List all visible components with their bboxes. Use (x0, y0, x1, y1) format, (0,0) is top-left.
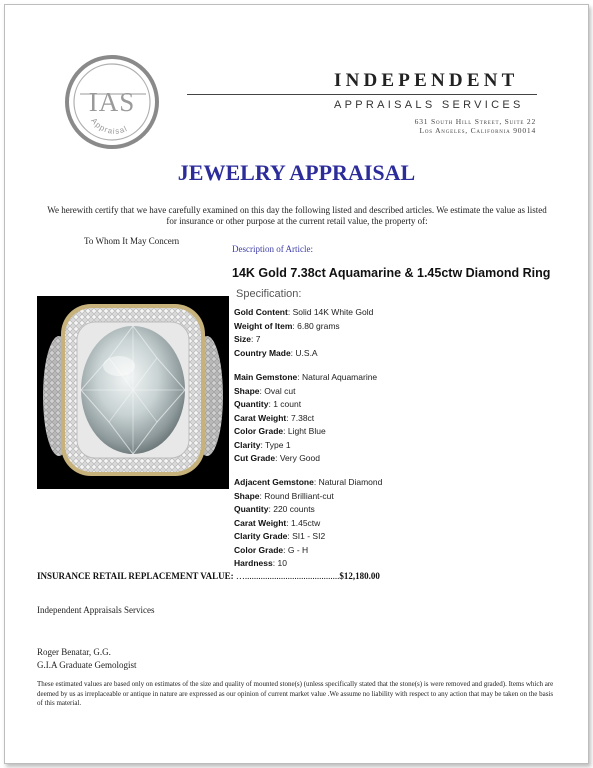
footer-company: Independent Appraisals Services (37, 605, 155, 615)
spec-label: Carat Weight (234, 412, 287, 423)
spec-row: Country Made: U.S.A (234, 347, 318, 358)
spec-label: Hardness (234, 558, 273, 568)
adjacent-gem-specs (234, 476, 382, 571)
address-line-1: 631 South Hill Street, Suite 22 (414, 117, 536, 126)
ring-photo (37, 296, 229, 489)
spec-value: Type 1 (265, 439, 291, 450)
spec-label: Shape (234, 385, 260, 396)
spec-value: Round Brilliant-cut (264, 490, 334, 501)
spec-row: Clarity: Type 1 (234, 439, 291, 450)
spec-value: SI1 - SI2 (292, 531, 326, 541)
insurance-value-line (37, 571, 380, 581)
spec-value: 7.38ct (291, 412, 315, 423)
svg-text:Appraisal (89, 116, 129, 136)
spec-row: Shape: Oval cut (234, 385, 296, 396)
spec-label: Gold Content (234, 307, 288, 317)
spec-row: Gold Content: Solid 14K White Gold (234, 307, 374, 317)
spec-value: Oval cut (264, 385, 296, 396)
company-services: APPRAISALS SERVICES (334, 99, 524, 111)
specification-label: Specification: (236, 288, 302, 300)
spec-row: Size: 7 (234, 334, 261, 344)
spec-label: Color Grade (234, 544, 284, 555)
certification-text: We herewith certify that we have carefully examined on this day the following listed and described articles. We estimate the value as listed for insurance or other purpose at the current retail value, the property of: (47, 205, 547, 226)
gold-specs (234, 306, 373, 360)
spec-label: Quantity (234, 399, 269, 409)
spec-row: Hardness: 10 (234, 558, 287, 568)
insurance-amount: $12,180.00 (339, 571, 380, 581)
header-rule (187, 94, 537, 95)
spec-value: 220 counts (273, 504, 315, 514)
spec-value: Solid 14K White Gold (292, 307, 374, 317)
spec-value: 1.45ctw (291, 517, 321, 528)
spec-value: Natural Aquamarine (302, 372, 378, 382)
spec-value: G - H (287, 544, 309, 555)
ias-logo (64, 54, 160, 150)
spec-row: Carat Weight: 7.38ct (234, 412, 315, 423)
spec-row: Quantity: 1 count (234, 399, 302, 409)
spec-label: Country Made (234, 347, 291, 358)
spec-label: Color Grade (234, 426, 284, 436)
spec-row: Color Grade: G - H (234, 544, 309, 555)
spec-value: 1 count (273, 399, 302, 409)
item-title: 14K Gold 7.38ct Aquamarine & 1.45ctw Diamond Ring (232, 266, 551, 280)
spec-value: Natural Diamond (318, 477, 383, 487)
spec-row: Color Grade: Light Blue (234, 426, 326, 436)
signer-title: G.I.A Graduate Gemologist (37, 660, 137, 670)
main-gem-specs (234, 371, 377, 466)
spec-label: Clarity (234, 439, 261, 450)
document-title: JEWELRY APPRAISAL (177, 160, 416, 185)
disclaimer-text: These estimated values are based only on estimates of the size and quality of mounted stone(s) (unless specifically stated that the stone(s) is were removed and graded). Items which are deemed by us as irreplaceable or antique in nature are expressed as our opinion of current market value .We assume no liability with respect to any action that may be taken on the basis of this material. (37, 680, 554, 708)
address-line-2: Los Angeles, California 90014 (419, 126, 536, 135)
spec-value: 7 (255, 334, 261, 344)
spec-label: Shape (234, 490, 260, 501)
spec-label: Weight of Item (234, 320, 293, 331)
spec-value: Very Good (279, 453, 320, 463)
insurance-dots: ….......................................... (235, 571, 340, 581)
recipient: To Whom It May Concern (84, 236, 180, 246)
spec-row: Shape: Round Brilliant-cut (234, 490, 334, 501)
spec-row: Clarity Grade: SI1 - SI2 (234, 531, 326, 541)
spec-label: Adjacent Gemstone (234, 477, 314, 487)
spec-row: Carat Weight: 1.45ctw (234, 517, 321, 528)
spec-row: Adjacent Gemstone: Natural Diamond (234, 477, 383, 487)
signer-name: Roger Benatar, G.G. (37, 647, 111, 657)
spec-value: U.S.A (295, 347, 318, 358)
description-label: Description of Article: (232, 244, 313, 254)
logo-initials: IAS (88, 87, 136, 117)
spec-row: Main Gemstone: Natural Aquamarine (234, 372, 378, 382)
spec-value: 10 (277, 558, 287, 568)
spec-label: Size (234, 334, 252, 344)
spec-label: Quantity (234, 504, 269, 514)
logo-arc-text: Appraisal (89, 116, 130, 136)
spec-row: Weight of Item: 6.80 grams (234, 320, 340, 331)
spec-value: 6.80 grams (297, 320, 340, 331)
company-name: INDEPENDENT (334, 70, 519, 91)
spec-label: Clarity Grade (234, 531, 288, 541)
insurance-label: INSURANCE RETAIL REPLACEMENT VALUE: (37, 571, 234, 581)
spec-row: Cut Grade: Very Good (234, 453, 320, 463)
spec-label: Cut Grade (234, 453, 276, 463)
spec-value: Light Blue (287, 426, 326, 436)
spec-label: Main Gemstone (234, 372, 298, 382)
spec-label: Carat Weight (234, 517, 287, 528)
spec-row: Quantity: 220 counts (234, 504, 315, 514)
